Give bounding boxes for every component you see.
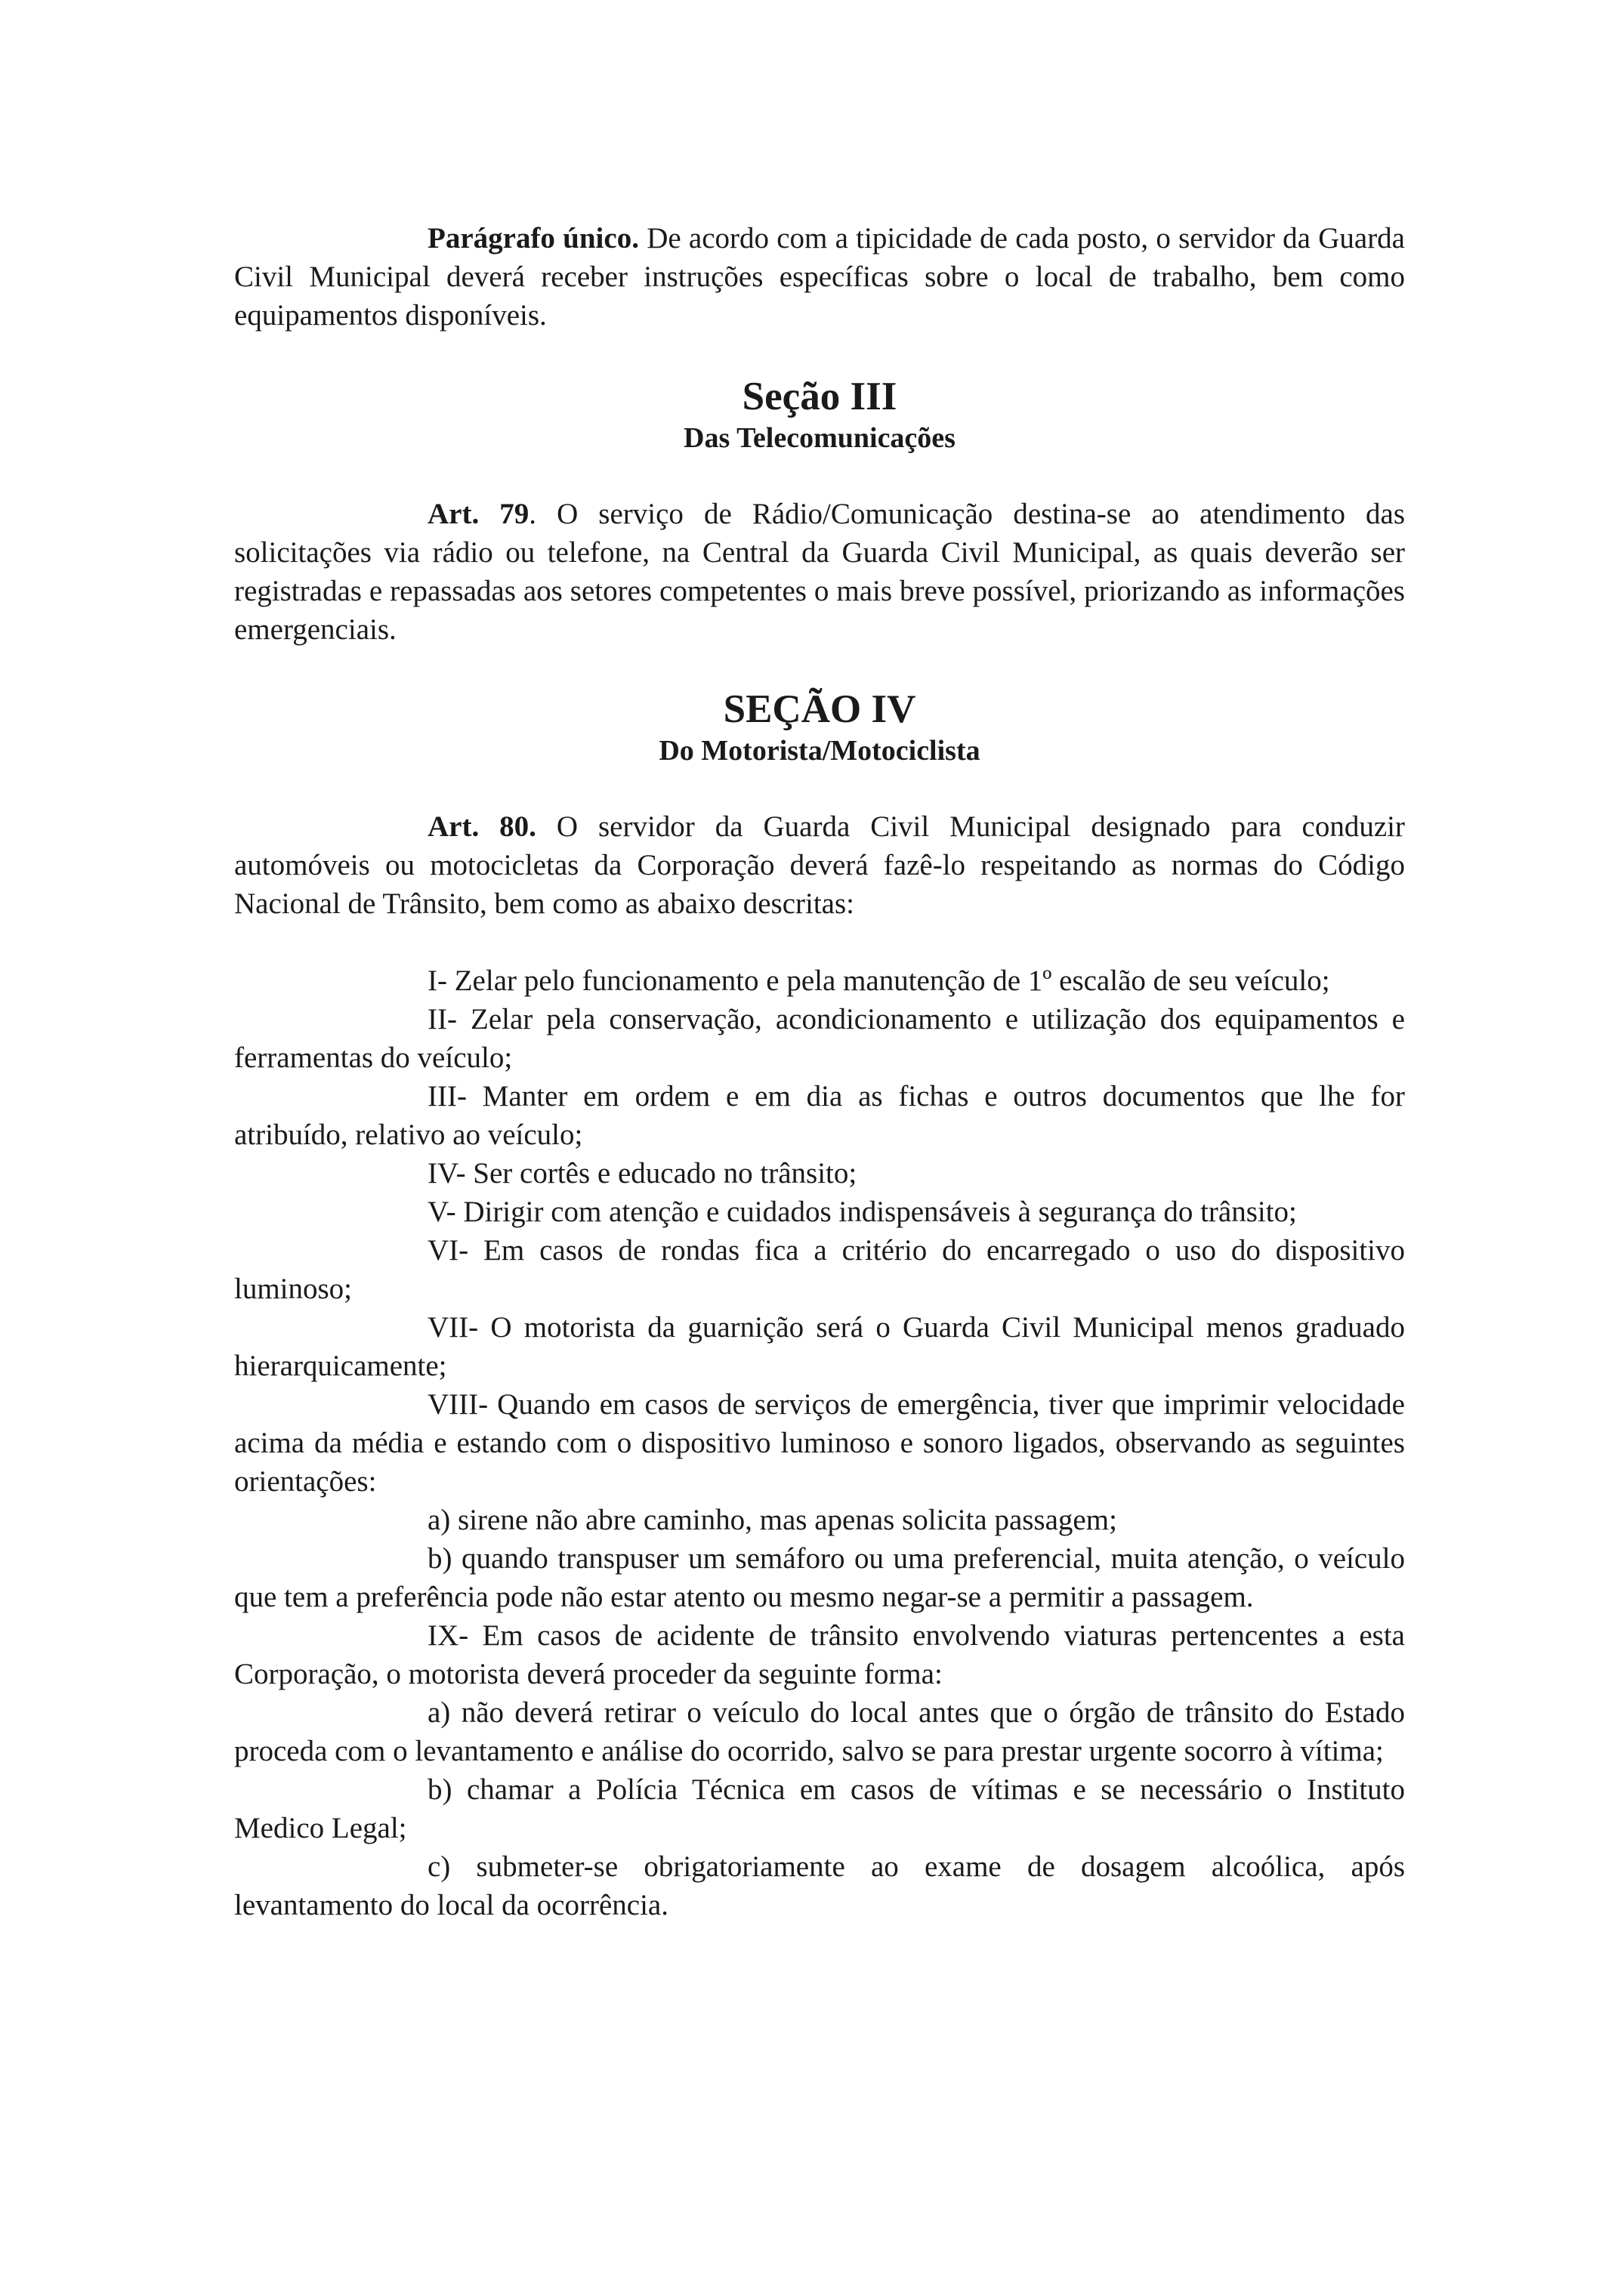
item-ix-b: b) chamar a Polícia Técnica em casos de vítimas e se necessário o Instituto Medico Legal; (234, 1773, 1405, 1844)
article-79-lead: Art. 79 (428, 498, 529, 530)
item-v: V- Dirigir com atenção e cuidados indispensáveis à segurança do trânsito; (428, 1196, 1297, 1228)
article-80-text: O servidor da Guarda Civil Municipal designado para conduzir automóveis ou motocicletas da Corporação deverá fazê-lo respeitando as normas do Código Nacional de Trânsito, bem como as abaixo descritas: (234, 810, 1405, 920)
item-i: I- Zelar pelo funcionamento e pela manutenção de 1º escalão de seu veículo; (428, 964, 1330, 997)
item-ix-c: c) submeter-se obrigatoriamente ao exame de dosagem alcoólica, após levantamento do local da ocorrência. (234, 1850, 1405, 1921)
document-page (234, 219, 1405, 1924)
section-iv-subtitle: Do Motorista/Motociclista (659, 735, 980, 767)
paragrafo-unico (234, 219, 1405, 335)
paragrafo-unico-lead: Parágrafo único. (428, 222, 639, 255)
paragrafo-unico-text: De acordo com a tipicidade de cada posto, o servidor da Guarda Civil Municipal deverá receber instruções específicas sobre o local de trabalho, bem como equipamentos disponíveis. (234, 222, 1405, 332)
item-viii: VIII- Quando em casos de serviços de emergência, tiver que imprimir velocidade acima da média e estando com o dispositivo luminoso e sonoro ligados, observando as seguintes orientações: (234, 1388, 1405, 1498)
item-ix-a: a) não deverá retirar o veículo do local antes que o órgão de trânsito do Estado proceda com o levantamento e análise do ocorrido, salvo se para prestar urgente socorro à vítima; (234, 1696, 1405, 1767)
article-79-text: . O serviço de Rádio/Comunicação destina-se ao atendimento das solicitações via rádio ou telefone, na Central da Guarda Civil Municipal, as quais deverão ser registradas e repassadas aos setores competentes o mais breve possível, priorizando as informações emergenciais. (234, 498, 1406, 646)
item-ii: II- Zelar pela conservação, acondicionamento e utilização dos equipamentos e ferramentas do veículo; (234, 1003, 1405, 1074)
section-iii-title: Seção III (742, 375, 897, 418)
article-80-lead: Art. 80. (428, 810, 536, 843)
item-vii: VII- O motorista da guarnição será o Guarda Civil Municipal menos graduado hierarquicamente; (234, 1311, 1405, 1382)
item-iv: IV- Ser cortês e educado no trânsito; (428, 1157, 857, 1190)
section-iv-title: SEÇÃO IV (723, 687, 916, 731)
item-ix: IX- Em casos de acidente de trânsito envolvendo viaturas pertencentes a esta Corporação, o motorista deverá proceder da seguinte forma: (234, 1619, 1405, 1690)
article-79 (234, 495, 1405, 649)
article-80 (234, 807, 1405, 923)
item-iii: III- Manter em ordem e em dia as fichas e outros documentos que lhe for atribuído, relativo ao veículo; (234, 1080, 1405, 1151)
item-viii-a: a) sirene não abre caminho, mas apenas solicita passagem; (428, 1504, 1117, 1536)
section-iii-subtitle: Das Telecomunicações (684, 422, 956, 454)
item-viii-b: b) quando transpuser um semáforo ou uma preferencial, muita atenção, o veículo que tem a preferência pode não estar atento ou mesmo negar-se a permitir a passagem. (234, 1542, 1405, 1613)
item-vi: VI- Em casos de rondas fica a critério do encarregado o uso do dispositivo luminoso; (234, 1234, 1405, 1305)
